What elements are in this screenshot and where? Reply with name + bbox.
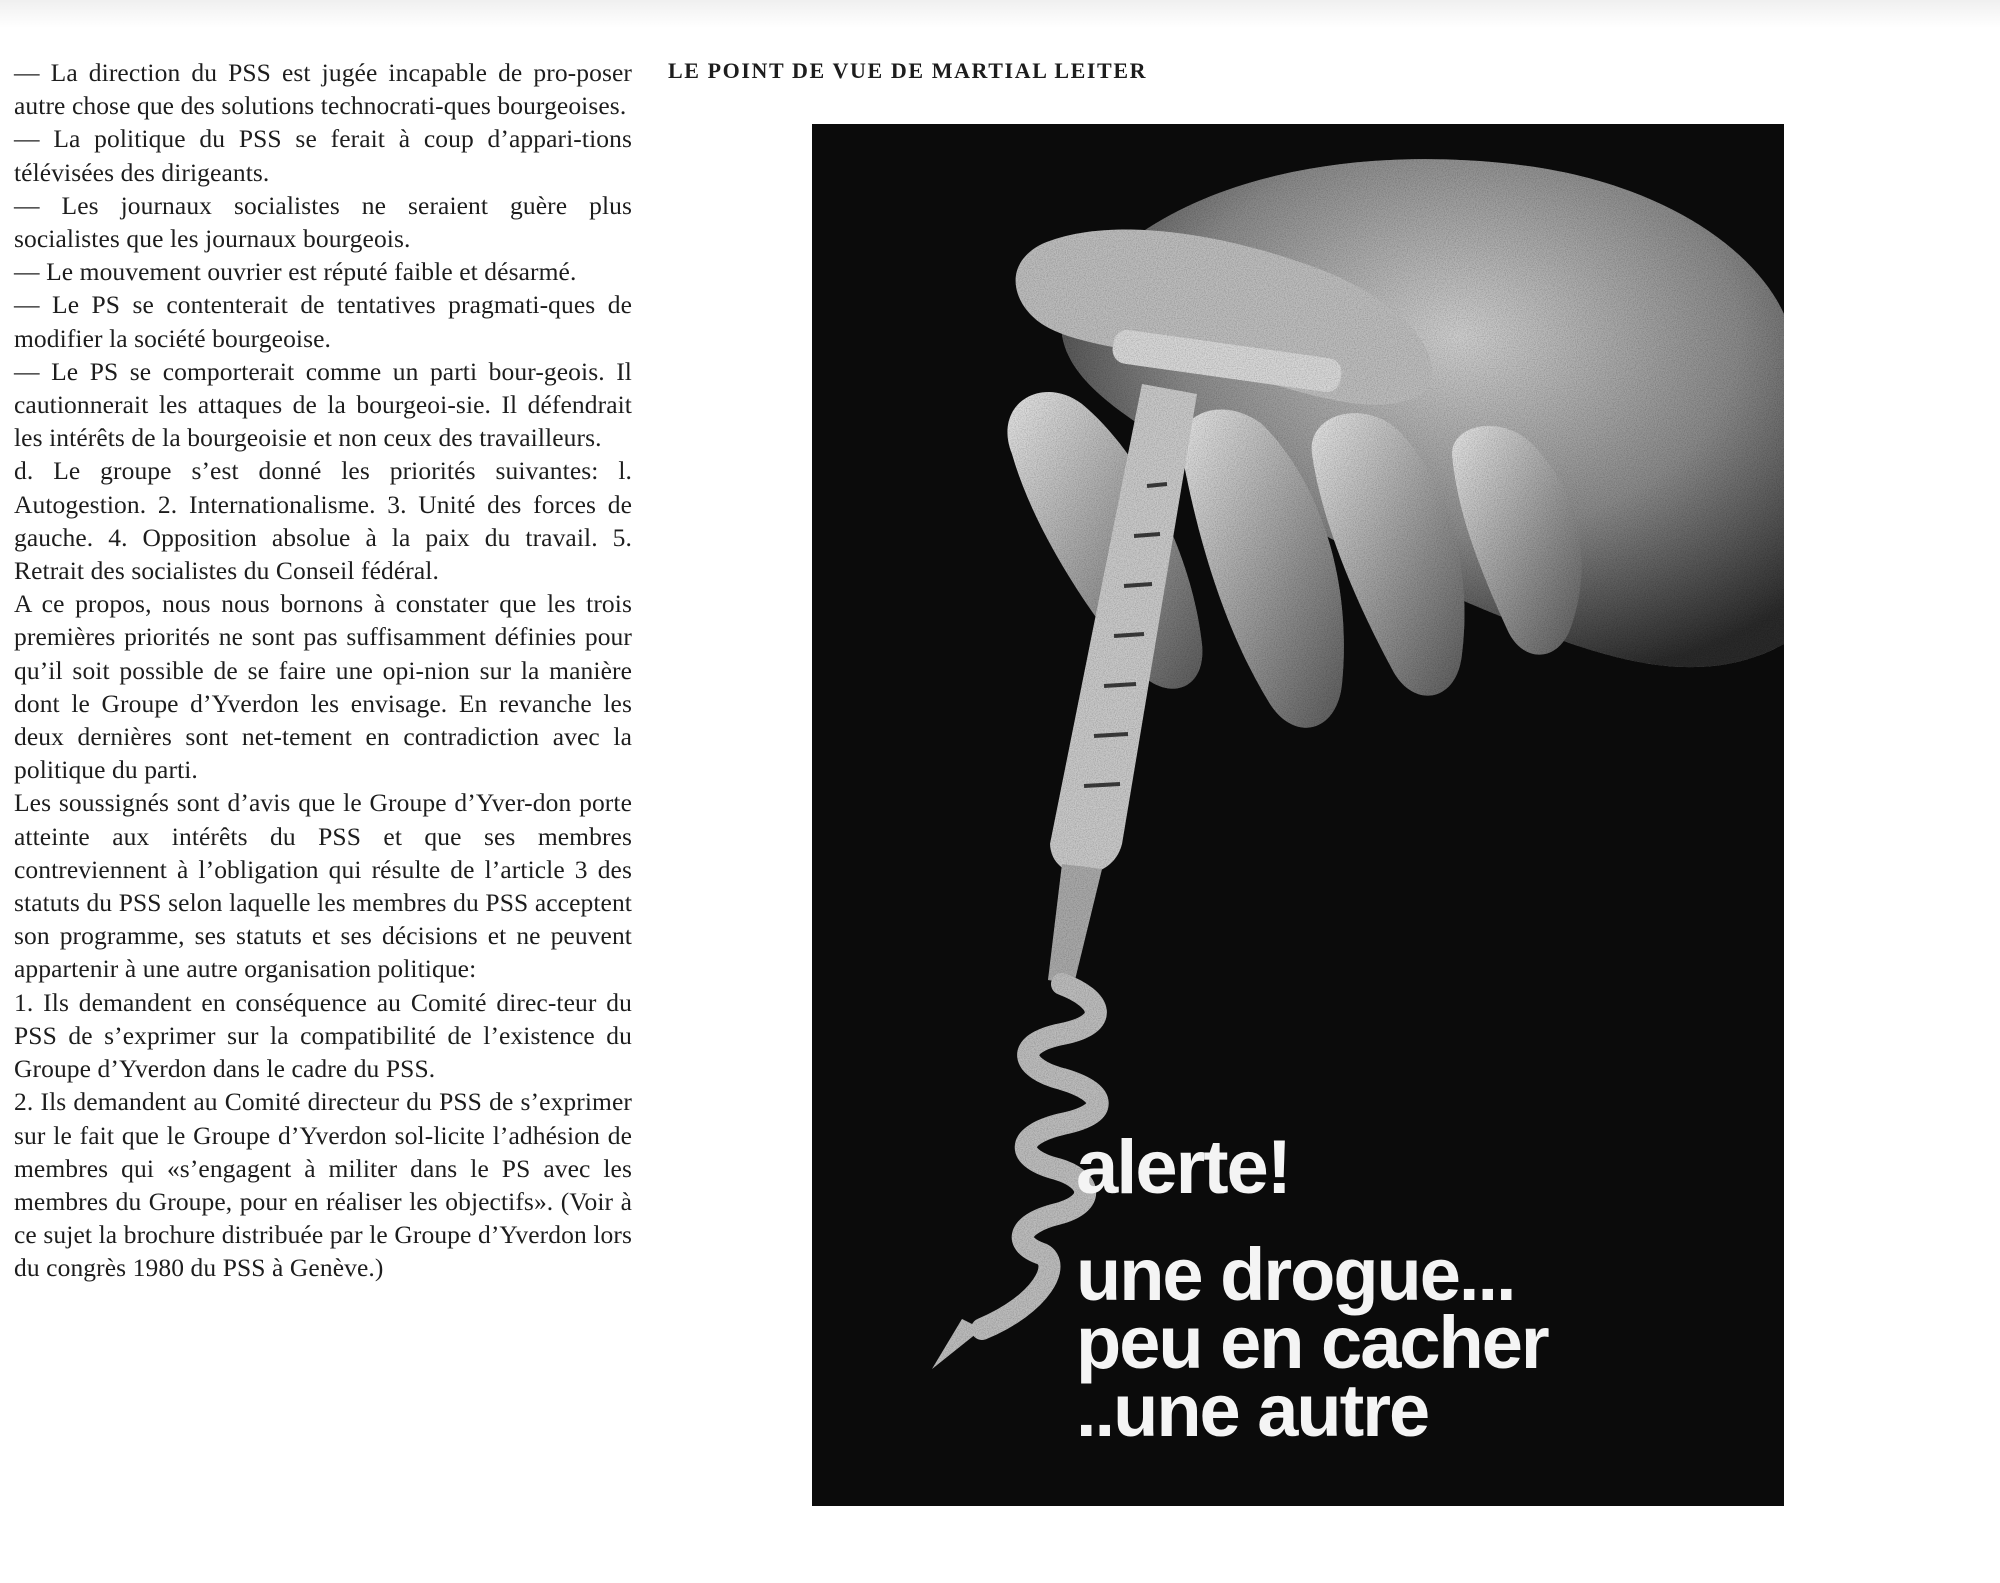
article-paragraph: — Le mouvement ouvrier est réputé faible et désarmé. <box>14 257 577 287</box>
page-scan-edge <box>0 0 2000 28</box>
cartoon-heading: LE POINT DE VUE DE MARTIAL LEITER <box>668 58 1148 83</box>
article-paragraph: — Les journaux socialistes ne seraient guère plus socialistes que les journaux bourgeois. <box>14 190 632 254</box>
syringe-tip <box>1048 864 1102 984</box>
article-paragraph: — Le PS se contenterait de tentatives pragmati-ques de modifier la société bourgeoise. <box>14 290 632 353</box>
poster-slogan-line-2: peu en cacher <box>1076 1301 1548 1384</box>
poster-slogan-line-3: ..une autre <box>1076 1369 1429 1452</box>
cartoon-poster <box>812 124 1784 1506</box>
article-paragraph: d. Le groupe s’est donné les priorités suivantes: l. Autogestion. 2. Internationalisme. 3. Unité des forces de gauche. 4. Opposition absolue à la paix du travail. 5. Retrait des socialistes du Conseil fédéral. <box>14 456 632 586</box>
article-paragraph: — La politique du PSS se ferait à coup d’appari-tions télévisées des dirigeants. <box>14 124 632 187</box>
article-paragraph: A ce propos, nous nous bornons à constater que les trois premières priorités ne sont pas suffisamment définies pour qu’il soit possible de se faire une opi-nion sur la manière dont le Groupe d’Yverdon les envisage. En revanche les deux dernières sont net-tement en contradiction avec la politique du parti. <box>14 589 632 785</box>
article-column <box>14 56 632 1285</box>
article-paragraph: Les soussignés sont d’avis que le Groupe d’Yver-don porte atteinte aux intérêts du PSS et que ses membres contreviennent à l’obligation qui résulte de l’article 3 des statuts du PSS selon laquelle les membres du PSS acceptent son programme, ses statuts et ses décisions et ne peuvent appartenir à une autre organisation politique: <box>14 788 632 984</box>
article-paragraph: — La direction du PSS est jugée incapable de pro-poser autre chose que des solutions technocrati-ques bourgeoises. <box>14 58 632 121</box>
article-paragraph: 1. Ils demandent en conséquence au Comité direc-teur du PSS de s’exprimer sur la compatibilité de l’existence du Groupe d’Yverdon dans le cadre du PSS. <box>14 987 632 1084</box>
article-paragraph: 2. Ils demandent au Comité directeur du PSS de s’exprimer sur le fait que le Groupe d’Yverdon sol-licite l’adhésion de membres qui «s’engagent à militer dans le PS avec les membres du Groupe, pour en réaliser les objectifs». (Voir à ce sujet la brochure distribuée par le Groupe d’Yverdon lors du congrès 1980 du PSS à Genève.) <box>14 1087 632 1283</box>
poster-slogan-line-1: une drogue... <box>1076 1233 1515 1316</box>
poster-alert-text: alerte! <box>1076 1125 1291 1210</box>
article-paragraph: — Le PS se comporterait comme un parti bour-geois. Il cautionnerait les attaques de la bourgeoi-sie. Il défendrait les intérêts de la bourgeoisie et non ceux des travailleurs. <box>14 356 632 453</box>
